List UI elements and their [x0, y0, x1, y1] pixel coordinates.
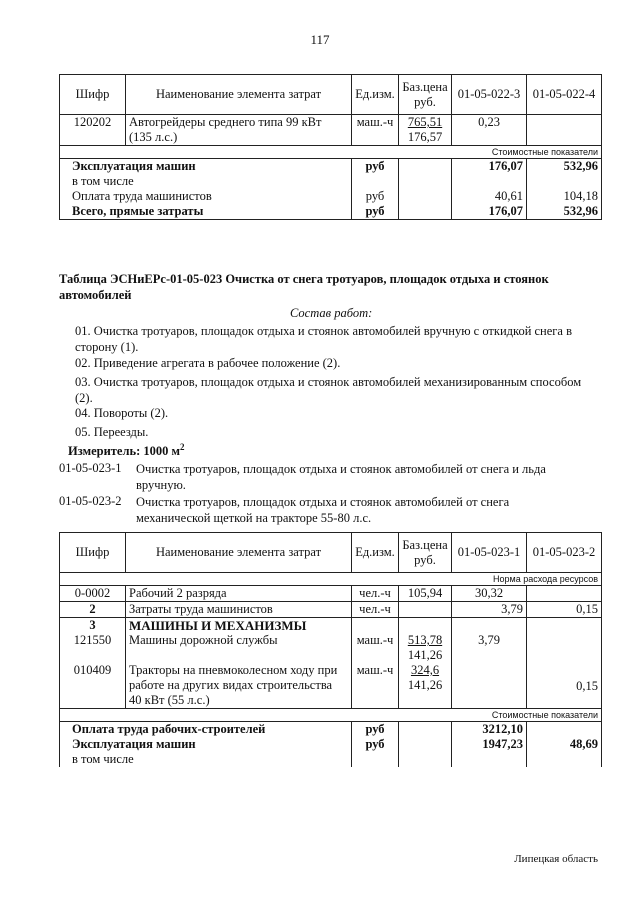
row-value-a: 30,32 [452, 586, 527, 602]
header-col-023-1: 01-05-023-1 [452, 533, 527, 573]
work-item-1: 01. Очистка тротуаров, площадок отдыха и стоянок автомобилей вручную с откидкой снега в сторону (1). [75, 324, 572, 354]
row-code: 0-0002 [60, 586, 126, 602]
resource-norm-subheader: Норма расхода ресурсов [60, 573, 602, 586]
summary-value-a: 176,07 [452, 204, 527, 220]
summary-value-a: 40,61 [452, 189, 527, 204]
row-value-b [527, 586, 602, 602]
summary-value-b: 532,96 [527, 159, 602, 175]
row-unit: маш.-ч [352, 663, 399, 709]
row-code: 2 [60, 602, 126, 618]
row-value-a: 3,79 [452, 633, 527, 663]
row-name: Машины дорожной службы [126, 633, 352, 663]
summary-name: Эксплуатация машин [60, 159, 352, 175]
table-row [60, 602, 602, 618]
summary-value-a: 1947,23 [452, 737, 527, 752]
norm-code: 01-05-023-2 [59, 494, 122, 508]
row-price [399, 602, 452, 618]
row-code: 120202 [60, 115, 126, 146]
summary-unit: руб [352, 737, 399, 752]
header-unit: Ед.изм. [352, 533, 399, 573]
summary-value-b: 104,18 [527, 189, 602, 204]
summary-unit: руб [352, 159, 399, 175]
norm-description: Очистка тротуаров, площадок отдыха и стоянок автомобилей от снега механической щеткой на тракторе 55-80 л.с. [136, 495, 510, 525]
header-code: Шифр [60, 533, 126, 573]
row-name: МАШИНЫ И МЕХАНИЗМЫ [126, 618, 352, 634]
header-col-022-3: 01-05-022-3 [452, 75, 527, 115]
header-unit: Ед.изм. [352, 75, 399, 115]
row-value-b [527, 633, 602, 663]
summary-value-b [527, 722, 602, 738]
cost-indicators-subheader: Стоимостные показатели [60, 146, 602, 159]
table-row [60, 663, 602, 709]
row-name: Затраты труда машинистов [126, 602, 352, 618]
table-row [60, 586, 602, 602]
section-title: Таблица ЭСНиЕРс-01-05-023 Очистка от снега тротуаров, площадок отдыха и стоянок автомобилей [59, 272, 549, 302]
row-code: 121550 [60, 633, 126, 663]
resource-table-022 [59, 74, 602, 220]
row-unit: маш.-ч [352, 633, 399, 663]
summary-name: Оплата труда рабочих-строителей [60, 722, 352, 738]
table-row [60, 633, 602, 663]
table-row [60, 115, 602, 146]
row-value-b: 0,15 [527, 663, 602, 709]
header-col-022-4: 01-05-022-4 [527, 75, 602, 115]
row-name: Тракторы на пневмоколесном ходу при работе на других видах строительства 40 кВт (55 л.с.) [126, 663, 352, 709]
row-price: 513,78 141,26 [399, 633, 452, 663]
norm-description: Очистка тротуаров, площадок отдыха и стоянок автомобилей от снега и льда вручную. [136, 462, 546, 492]
cost-indicators-subheader: Стоимостные показатели [60, 709, 602, 722]
header-base-price: Баз.цена руб. [399, 75, 452, 115]
summary-value-a: 176,07 [452, 159, 527, 175]
row-value-a: 0,23 [452, 115, 527, 146]
row-unit: маш.-ч [352, 115, 399, 146]
row-price: 765,51 176,57 [399, 115, 452, 146]
work-item-2: 02. Приведение агрегата в рабочее положение (2). [75, 356, 341, 370]
row-price: 324,6 141,26 [399, 663, 452, 709]
meter: Измеритель: 1000 $м^2$ [68, 442, 185, 459]
summary-name: в том числе [60, 752, 352, 767]
header-code: Шифр [60, 75, 126, 115]
row-value-b [527, 115, 602, 146]
row-name: Автогрейдеры среднего типа 99 кВт (135 л.с.) [126, 115, 352, 146]
summary-name: Оплата труда машинистов [60, 189, 352, 204]
summary-name: Всего, прямые затраты [60, 204, 352, 220]
header-name: Наименование элемента затрат [126, 75, 352, 115]
summary-unit: руб [352, 189, 399, 204]
row-unit: чел.-ч [352, 586, 399, 602]
works-heading: Состав работ: [290, 306, 373, 320]
summary-unit: руб [352, 722, 399, 738]
work-item-5: 05. Переезды. [75, 425, 149, 439]
header-base-price: Баз.цена руб. [399, 533, 452, 573]
work-item-3: 03. Очистка тротуаров, площадок отдыха и стоянок автомобилей механизированным способом (2). [75, 375, 582, 405]
summary-name: в том числе [60, 174, 352, 189]
page-number: 117 [310, 32, 330, 47]
resource-table-023 [59, 532, 602, 767]
row-code: 3 [60, 618, 126, 634]
row-value-a [452, 663, 527, 709]
row-value-b: 0,15 [527, 602, 602, 618]
row-price: 105,94 [399, 586, 452, 602]
header-col-023-2: 01-05-023-2 [527, 533, 602, 573]
table-row [60, 618, 602, 634]
summary-name: Эксплуатация машин [60, 737, 352, 752]
header-name: Наименование элемента затрат [126, 533, 352, 573]
row-name: Рабочий 2 разряда [126, 586, 352, 602]
summary-value-a: 3212,10 [452, 722, 527, 738]
work-item-4: 04. Повороты (2). [75, 406, 169, 420]
footer-region: Липецкая область [514, 853, 598, 865]
row-unit: чел.-ч [352, 602, 399, 618]
norm-code: 01-05-023-1 [59, 461, 122, 475]
summary-unit: руб [352, 204, 399, 220]
summary-value-b: 48,69 [527, 737, 602, 752]
summary-value-b: 532,96 [527, 204, 602, 220]
row-code: 010409 [60, 663, 126, 709]
row-value-a: 3,79 [452, 602, 527, 618]
